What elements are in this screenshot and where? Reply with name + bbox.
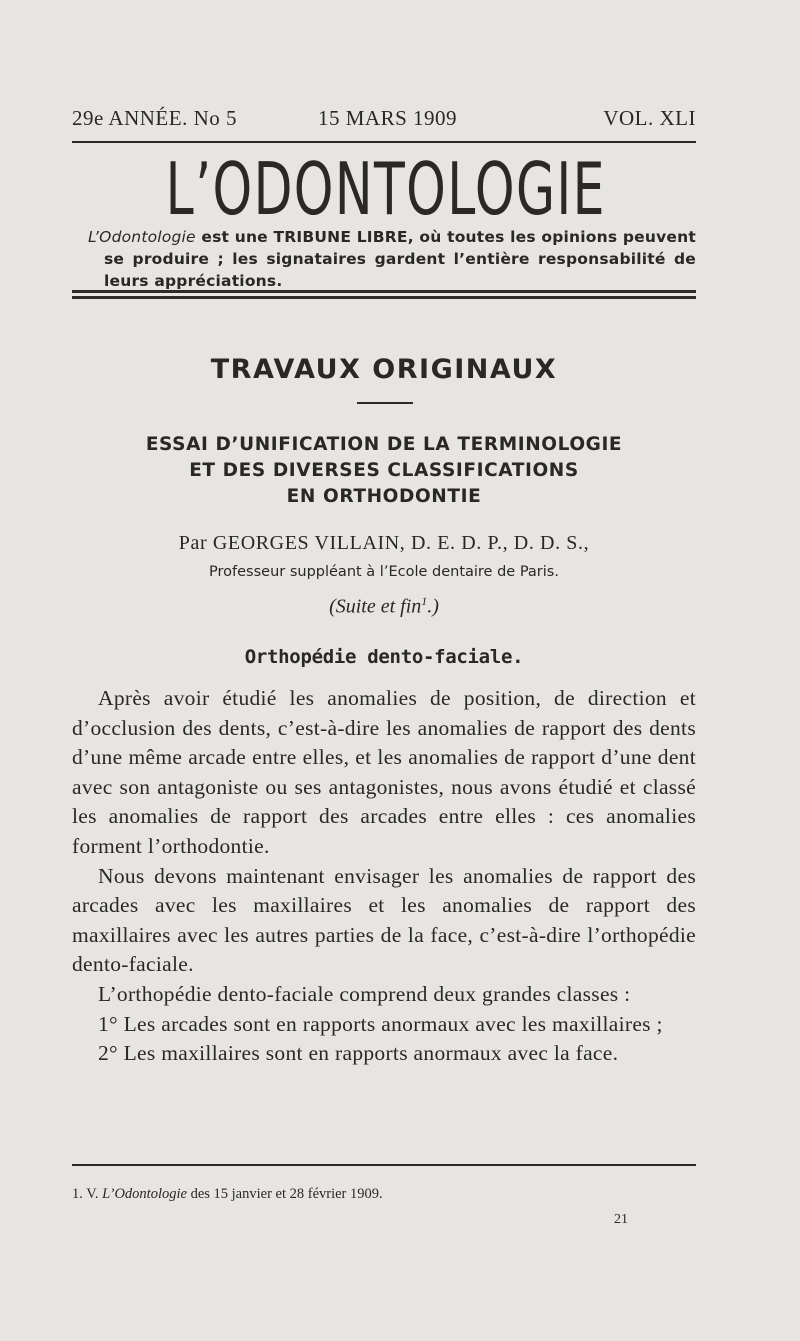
author-byline: Par GEORGES VILLAIN, D. E. D. P., D. D. S., [178, 532, 590, 554]
body-paragraph: Nous devons maintenant envisager les anomalies de rapport des arcades avec les maxillaires et les anomalies de rapport des maxillaires avec les autres parties de la face, c’est-à-dire l’orthopédie dento-faciale. [72, 863, 696, 977]
header-date: 15 MARS 1909 [318, 106, 458, 130]
article-title-line: ESSAI D’UNIFICATION DE LA TERMINOLOGIE [145, 434, 623, 455]
footnote-ref: 1 [421, 594, 428, 608]
continuation-text: (Suite et fin [329, 595, 422, 618]
body-paragraph: 1° Les arcades sont en rapports anormaux avec les maxillaires ; [98, 1011, 663, 1036]
footnote [72, 1186, 696, 1203]
subheading: Orthopédie dento-faciale. [244, 646, 524, 668]
article-title-line: EN ORTHODONTIE [286, 486, 482, 507]
journal-masthead: L’ODONTOLOGIE [165, 147, 606, 231]
continuation-note [72, 594, 696, 619]
footnote-number: 1. V. [72, 1186, 99, 1202]
body-paragraph: L’orthopédie dento-faciale comprend deux grandes classes : [98, 981, 631, 1006]
body-paragraph: Après avoir étudié les anomalies de position, de direction et d’occlusion des dents, c’est-à-dire les anomalies de rapport des dents d’une même arcade entre elles, et les anomalies de rapport d’une dent avec son antagoniste ou ses antagonistes, nous avons étudié et classé les anomalies de rapport des arcades entre elles : ces anomalies forment l’orthodontie. [72, 686, 696, 858]
body-paragraph: 2° Les maxillaires sont en rapports anormaux avec la face. [98, 1041, 619, 1066]
continuation-close: .) [427, 595, 439, 618]
editorial-notice [88, 226, 696, 292]
section-rule [357, 402, 413, 404]
author-affiliation: Professeur suppléant à l’Ecole dentaire de Paris. [209, 564, 559, 580]
header-rule [72, 141, 696, 143]
page-number: 21 [614, 1212, 628, 1227]
notice-journal-name: L’Odontologie [88, 228, 196, 246]
footnote-title: L’Odontologie [102, 1186, 187, 1202]
double-rule [72, 290, 696, 299]
header-year-issue: 29e ANNÉE. No 5 [72, 106, 237, 130]
footnote-rule [72, 1164, 696, 1166]
section-title: TRAVAUX ORIGINAUX [210, 354, 558, 385]
article-body [72, 684, 696, 1069]
article-title [72, 432, 696, 510]
footnote-text: des 15 janvier et 28 février 1909. [186, 1186, 383, 1202]
article-title-line: ET DES DIVERSES CLASSIFICATIONS [189, 460, 579, 481]
notice-text: est une TRIBUNE LIBRE, où toutes les opinions peuvent se produire ; les signataires gardent l’entière responsabilité de leurs appréciations. [104, 228, 696, 290]
running-header [72, 106, 696, 136]
header-volume: VOL. XLI [603, 106, 696, 130]
